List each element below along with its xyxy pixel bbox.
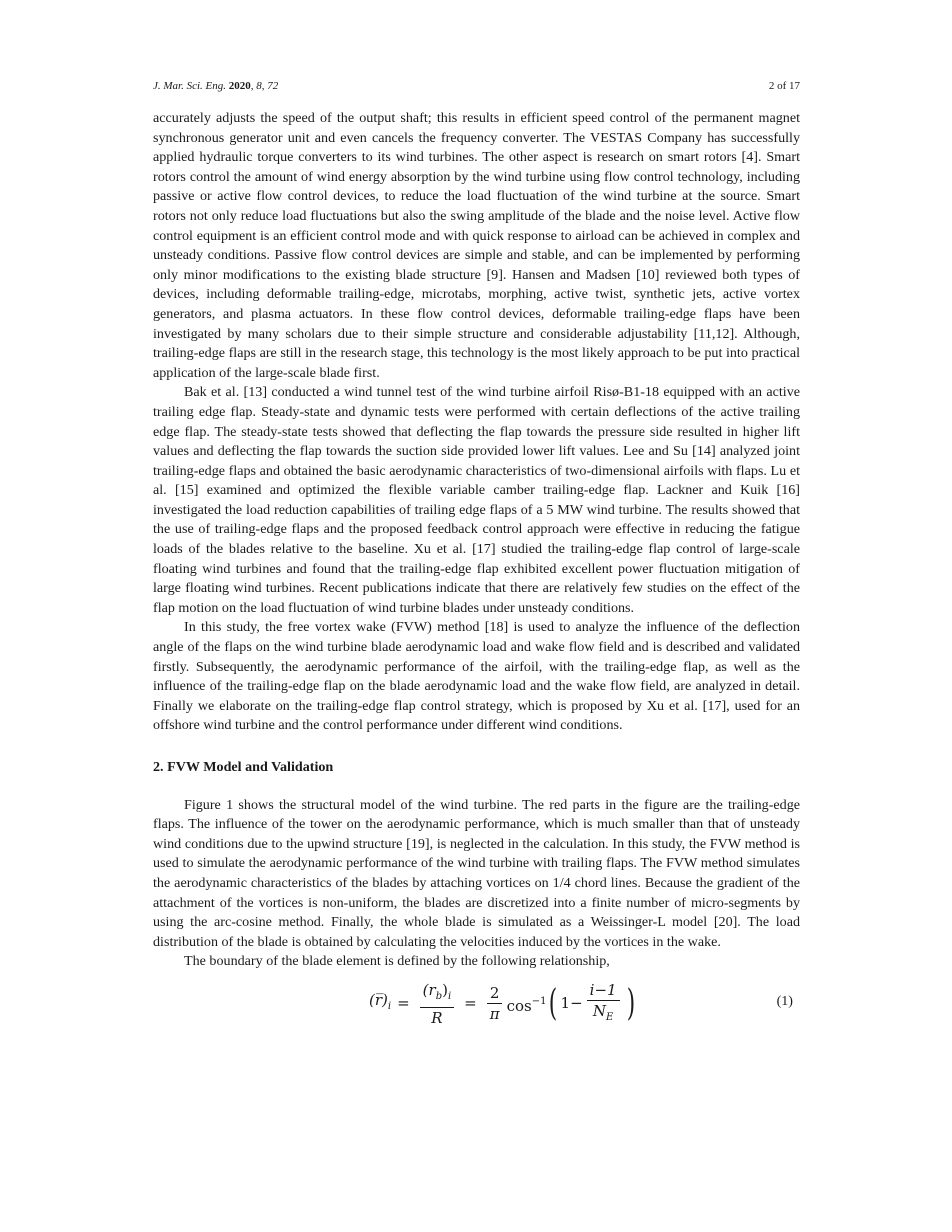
journal-volume-page: , 8, 72: [250, 80, 279, 92]
eq-equals-1: =: [397, 994, 410, 1013]
eq-lhs: $(r̅)_i$: [369, 991, 392, 1013]
eq-right-paren: ): [626, 982, 635, 1024]
page-number: 2 of 17: [768, 80, 800, 92]
running-header: [153, 80, 800, 96]
equation-number: (1): [776, 992, 793, 1009]
section-heading: 2. FVW Model and Validation: [153, 759, 334, 775]
paragraph-fvw-model: Figure 1 shows the structural model of the wind turbine. The red parts in the figure are the trailing-edge flaps. The influence of the tower on the aerodynamic performance, which is much smaller than that of unsteady wind conditions due to the upwind structure [19], is neglected in the calculation. In this study, the FVW method is used to simulate the aerodynamic performance of the wind turbine with trailing flaps. The FVW method simulates the aerodynamic characteristics of the blades by attaching vortices on 1/4 chord lines. Because the gradient of the attachment of the vortices is non-uniform, the blades are discretized into a finite number of micro-segments by using the arc-cosine method. Finally, the whole blade is simulated as a Weissinger-L model [20]. The load distribution of the blade is obtained by calculating the velocities induced by the vortices in the wake.: [153, 796, 800, 950]
eq-fraction-2-over-pi: $\frac{2}{\pi}$: [487, 983, 503, 1024]
journal-citation: [153, 80, 278, 92]
eq-equals-2: =: [464, 994, 477, 1013]
equation-1: [153, 976, 800, 1032]
eq-fraction-i-over-NE: $\frac{i-1}{N_E}$: [587, 980, 620, 1028]
article-body: [153, 109, 800, 1032]
journal-year: 2020: [228, 80, 251, 92]
paragraph-related-work: Bak et al. [13] conducted a wind tunnel test of the wind turbine airfoil Risø-B1-18 equipped with an active trailing edge flap. Steady-state and dynamic tests were performed with certain deflections of the active trailing edge flap. The steady-state tests showed that deflecting the flap towards the pressure side resulted in higher lift values and deflecting the flap towards the suction side provided lower lift values. Lee and Su [14] analyzed joint trailing-edge flaps and obtained the basic aerodynamic characteristics of two-dimensional airfoils with flaps. Lu et al. [15] examined and optimized the flexible variable camber trailing-edge flap. Lackner and Kuik [16] investigated the load reduction capabilities of trailing edge flaps of a 5 MW wind turbine. The results showed that the use of trailing-edge flaps and the proposed feedback control approach were effective in reducing the fatigue loads of the blades relative to the baseline. Xu et al. [17] studied the trailing-edge flap control of large-scale floating wind turbines and found that the trailing-edge flap exhibited excellent power fluctuation mitigation of large floating wind turbines. Recent publications indicate that there are relatively few studies on the effect of the flap motion on the load fluctuation of wind turbine blades under unsteady conditions.: [153, 384, 800, 616]
eq-fraction-rb-over-R: $\frac{(r_b)_i}{R}$: [420, 980, 455, 1028]
journal-name: J. Mar. Sci. Eng.: [153, 80, 227, 92]
paragraph-continued: accurately adjusts the speed of the output shaft; this results in efficient speed control of the permanent magnet synchronous generator unit and even cancels the frequency converter. The VESTAS Company has successfully applied hydraulic torque converters to its wind turbines. The other aspect is research on smart rotors [4]. Smart rotors control the amount of wind energy absorption by the wind turbine using flow control technology, including passive or active flow control devices, to reduce the load fluctuation of the wind turbine at the source. Smart rotors not only reduce load fluctuations but also the swing amplitude of the blade and the noise level. Active flow control equipment is an efficient control mode and with quick response to airload can be achieved in complex and unsteady conditions. Passive flow control devices are simple and stable, and can be implemented by performing only minor modifications to the existing blade structure [9]. Hansen and Madsen [10] reviewed both types of devices, including deformable trailing-edge, microtabs, morphing, active twist, synthetic jets, active vortex generators, and plasma actuators. In these flow control devices, deformable trailing-edge flaps have been investigated by many scholars due to their simple structure and considerable adjustability [11,12]. Although, trailing-edge flaps are still in the research stage, this technology is the most likely approach to be put into practical application of the large-scale blade first.: [153, 110, 800, 381]
eq-arccos: $\cos^{-1}$: [506, 995, 547, 1015]
equation-body: [369, 982, 638, 1026]
paragraph-boundary-intro: The boundary of the blade element is defined by the following relationship,: [184, 953, 610, 970]
paragraph-study-overview: In this study, the free vortex wake (FVW) method [18] is used to analyze the influence of the deflection angle of the flaps on the wind turbine blade aerodynamic load and wake flow field and is described and validated firstly. Subsequently, the aerodynamic performance of the airfoil, with the trailing-edge flap, as well as the influence of the trailing-edge flap on the blade aerodynamic load and the wake flow field, are analyzed in detail. Finally we elaborate on the trailing-edge flap control strategy, which is proposed by Xu et al. [17], used for an offshore wind turbine and the control performance under different wind conditions.: [153, 619, 800, 734]
eq-inner-lead: 1−: [560, 994, 583, 1013]
eq-left-paren: (: [549, 982, 558, 1024]
